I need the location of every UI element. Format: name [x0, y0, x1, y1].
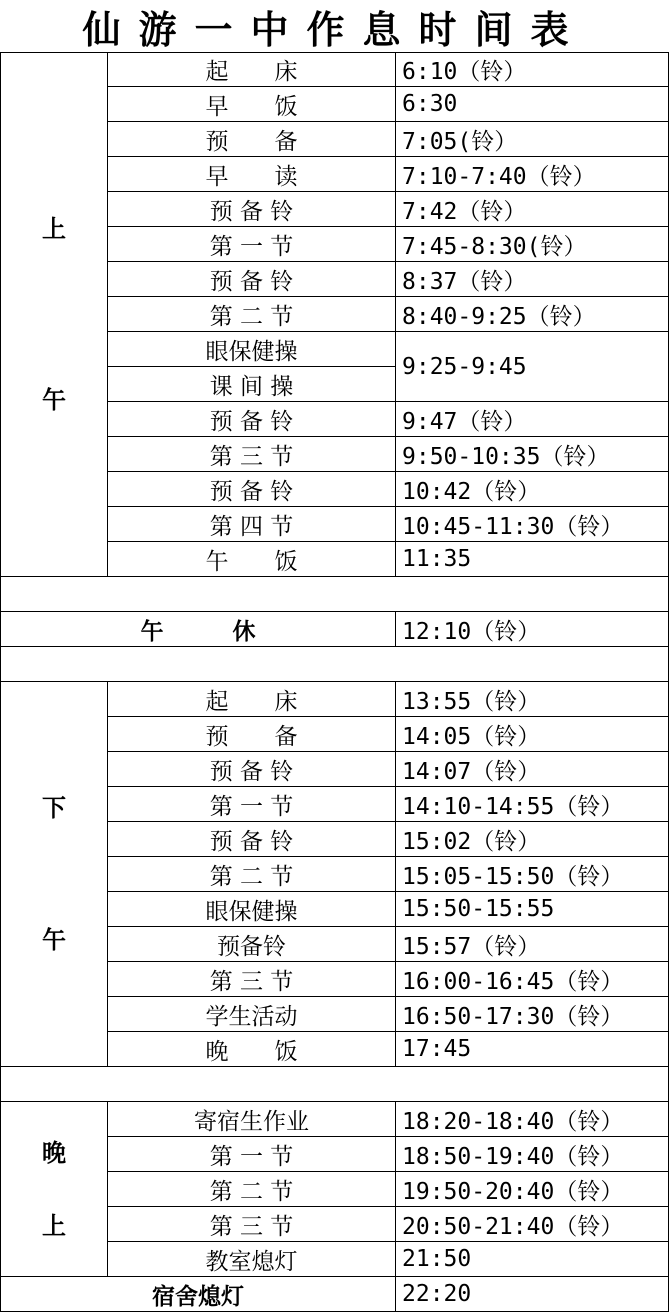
time-cell: 15:57（铃）: [396, 927, 669, 962]
activity-cell: 第 二 节: [108, 857, 396, 892]
spacer-row: [0, 577, 669, 612]
time-cell: 10:42（铃）: [396, 472, 669, 507]
activity-cell: 早 读: [108, 157, 396, 192]
time-cell: 9:50-10:35（铃）: [396, 437, 669, 472]
time-cell: 6:10（铃）: [396, 52, 669, 87]
activity-cell: 第 二 节: [108, 1172, 396, 1207]
activity-cell: 第 三 节: [108, 437, 396, 472]
period-char: 上: [42, 215, 66, 243]
activity-cell: 第 二 节: [108, 297, 396, 332]
time-cell: 20:50-21:40（铃）: [396, 1207, 669, 1242]
activity-cell: 寄宿生作业: [108, 1102, 396, 1137]
time-cell: 17:45: [396, 1032, 669, 1067]
time-cell: 18:50-19:40（铃）: [396, 1137, 669, 1172]
activity-cell: 晚 饭: [108, 1032, 396, 1067]
activity-cell: 预备铃: [108, 927, 396, 962]
time-cell: 21:50: [396, 1242, 669, 1277]
time-cell: 8:40-9:25（铃）: [396, 297, 669, 332]
activity-cell: 第 四 节: [108, 507, 396, 542]
time-cell: 15:02（铃）: [396, 822, 669, 857]
noon_rest-label: 午 休: [0, 612, 396, 647]
activity-cell: 预 备: [108, 717, 396, 752]
time-cell: 9:25-9:45: [396, 332, 669, 402]
spacer-row: [0, 1067, 669, 1102]
activity-cell: 预 备 铃: [108, 262, 396, 297]
activity-cell: 第 三 节: [108, 1207, 396, 1242]
time-cell: 18:20-18:40（铃）: [396, 1102, 669, 1137]
activity-cell: 眼保健操: [108, 332, 396, 367]
activity-cell: 预 备 铃: [108, 402, 396, 437]
time-cell: 14:07（铃）: [396, 752, 669, 787]
activity-cell: 第 三 节: [108, 962, 396, 997]
activity-cell: 教室熄灯: [108, 1242, 396, 1277]
activity-cell: 预 备 铃: [108, 822, 396, 857]
activity-cell: 学生活动: [108, 997, 396, 1032]
time-cell: 7:45-8:30(铃）: [396, 227, 669, 262]
time-cell: 16:50-17:30（铃）: [396, 997, 669, 1032]
time-cell: 7:10-7:40（铃）: [396, 157, 669, 192]
time-cell: 7:05(铃）: [396, 122, 669, 157]
time-cell: 14:05（铃）: [396, 717, 669, 752]
period-char: 午: [42, 925, 66, 954]
dorm_lights_out-time: 22:20: [396, 1277, 669, 1312]
time-cell: 19:50-20:40（铃）: [396, 1172, 669, 1207]
time-cell: 15:05-15:50（铃）: [396, 857, 669, 892]
activity-cell: 午 饭: [108, 542, 396, 577]
activity-cell: 起 床: [108, 682, 396, 717]
noon_rest-time: 12:10（铃）: [396, 612, 669, 647]
period-label-morning: [0, 52, 108, 577]
page-title: 仙游一中作息时间表: [82, 6, 587, 52]
time-cell: 14:10-14:55（铃）: [396, 787, 669, 822]
time-cell: 6:30: [396, 87, 669, 122]
period-label-afternoon: [0, 682, 108, 1067]
activity-cell: 预 备 铃: [108, 472, 396, 507]
activity-cell: 早 饭: [108, 87, 396, 122]
time-cell: 8:37（铃）: [396, 262, 669, 297]
time-cell: 13:55（铃）: [396, 682, 669, 717]
activity-cell: 第 一 节: [108, 1137, 396, 1172]
time-cell: 10:45-11:30（铃）: [396, 507, 669, 542]
period-label-evening: [0, 1102, 108, 1277]
period-char: 晚: [42, 1138, 66, 1167]
activity-cell: 预 备: [108, 122, 396, 157]
activity-cell: 预 备 铃: [108, 752, 396, 787]
time-cell: 7:42（铃）: [396, 192, 669, 227]
spacer-row: [0, 647, 669, 682]
activity-cell: 第 一 节: [108, 787, 396, 822]
activity-cell: 第 一 节: [108, 227, 396, 262]
time-cell: 11:35: [396, 542, 669, 577]
activity-cell: 预 备 铃: [108, 192, 396, 227]
time-cell: 16:00-16:45（铃）: [396, 962, 669, 997]
period-char: 午: [42, 386, 66, 414]
dorm_lights_out-label: 宿舍熄灯: [0, 1277, 396, 1312]
schedule-table: [0, 52, 669, 1312]
time-cell: 9:47（铃）: [396, 402, 669, 437]
activity-cell: 课 间 操: [108, 367, 396, 402]
period-char: 上: [42, 1211, 66, 1240]
period-char: 下: [42, 794, 66, 823]
time-cell: 15:50-15:55: [396, 892, 669, 927]
activity-cell: 眼保健操: [108, 892, 396, 927]
activity-cell: 起 床: [108, 52, 396, 87]
